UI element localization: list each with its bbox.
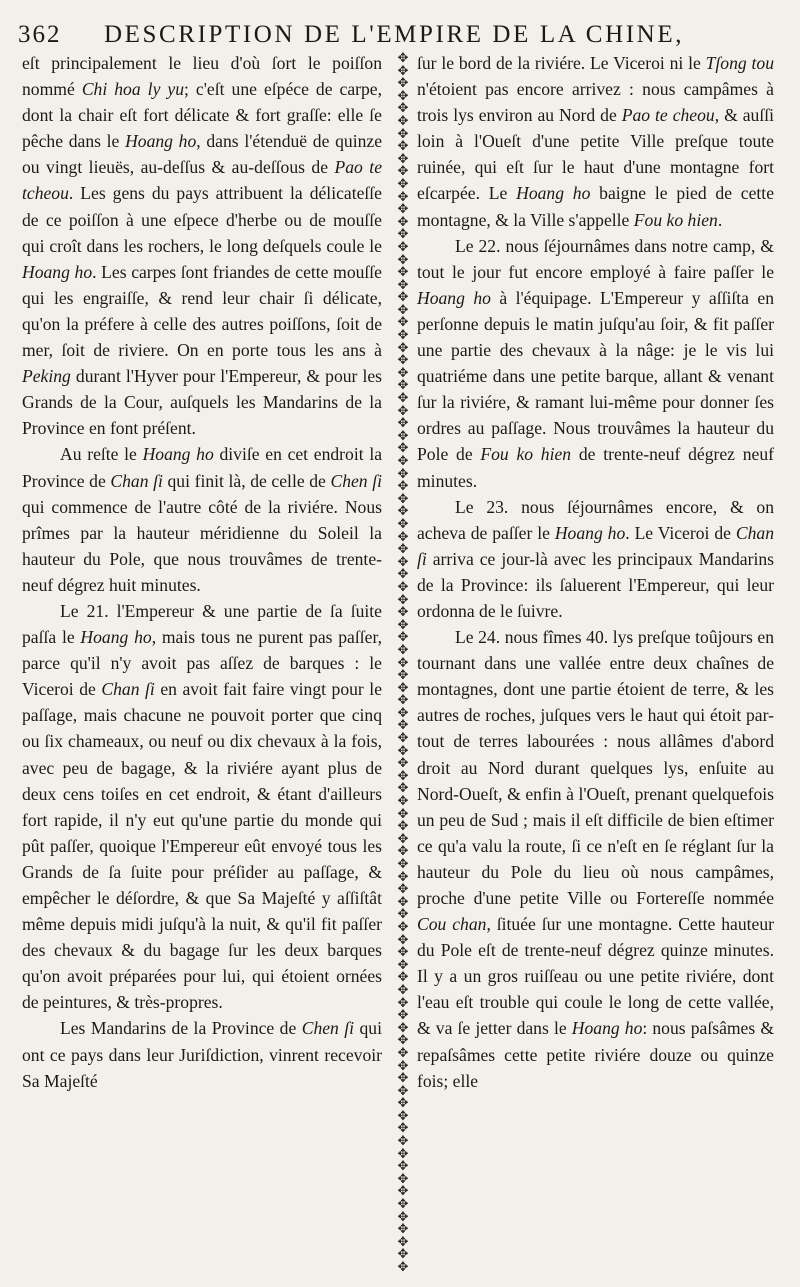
right-text-column — [417, 50, 774, 1094]
right-column-paragraph: Le 22. nous ſéjournâmes dans notre camp, & tout le jour fut encore employé à faire paſſer le Hoang ho à l'équipage. L'Empereur y aſſiſta en perſonne depuis le matin juſqu'au ſoir, & fit paſſer une partie des chevaux à la nâge: je le vis lui quatriéme dans une petite barque, allant & venant ſur la riviére, & ramant lui-même pour donner ſes ordres au paſſage. Nous trouvâmes la hauteur du Pole de Fou ko hien de trente-neuf dégrez neuf minutes. — [417, 235, 774, 491]
left-text-column — [22, 50, 382, 1094]
running-title: DESCRIPTION DE L'EMPIRE DE LA CHINE, — [104, 21, 685, 48]
left-column-paragraph: Les Mandarins de la Province de Chen ſi qui ont ce pays dans leur Juriſdiction, vinrent recevoir Sa Majeſté — [22, 1018, 382, 1091]
right-column-paragraph: Le 23. nous ſéjournâmes encore, & on acheva de paſſer le Hoang ho. Le Viceroi de Chan ſi arriva ce jour-là avec les principaux Mandarins de la Province: ils ſaluerent l'Empereur, qui leur ordonna de le ſuivre. — [417, 496, 774, 621]
left-column-paragraph: Le 21. l'Empereur & une partie de ſa ſuite paſſa le Hoang ho, mais tous ne purent pas paſſer, parce qu'il n'y avoit pas aſſez de barques : le Viceroi de Chan ſi en avoit fait faire vingt pour le paſſage, mais chacune ne pouvoit porter que cinq ou ſix chameaux, ou neuf ou dix chevaux à la fois, avec peu de bagage, & la riviére ayant plus de deux cens toiſes en cet endroit, & étant d'ailleurs fort rapide, il n'y eut qu'une partie du monde qui pût paſſer, quoique l'Empereur eût envoyé tous les Grands de ſa ſuite pour préſider au paſſage, & empêcher le déſordre, & que Sa Majeſté y aſſiſtât même depuis midi juſqu'à la nuit, & qu'il fit paſſer des chevaux & du bagage ſur les deux barques qu'on avoit préparées pour lui, qui étoient ornées de peintures, & très-propres. — [22, 600, 383, 1013]
right-column-paragraph: ſur le bord de la riviére. Le Viceroi ni le Tſong tou n'étoient pas encore arrivez : nous campâmes à trois lys environ au Nord de Pao te cheou, & auſſi loin à l'Oueſt d'une petite Ville preſque toute ruinée, qui eſt ſur le haut d'une montagne fort eſcarpée. Le Hoang ho baigne le pied de cette montagne, & la Ville s'appelle Fou ko hien. — [417, 53, 774, 230]
ornamental-column-divider: ✥ ✥ ✥ ✥ ✥ ✥ ✥ ✥ ✥ ✥ ✥ ✥ ✥ ✥ ✥ ✥ ✥ ✥ ✥ ✥ ✥ ✥ ✥ ✥ ✥ ✥ ✥ ✥ ✥ ✥ ✥ ✥ ✥ ✥ ✥ ✥ ✥ ✥ ✥ ✥ ✥ ✥ ✥ ✥ ✥ ✥ ✥ ✥ ✥ ✥ ✥ ✥ ✥ ✥ ✥ ✥ ✥ ✥ ✥ ✥ ✥ ✥ ✥ ✥ ✥ ✥ ✥ ✥ ✥ ✥ ✥ ✥ ✥ ✥ ✥ ✥ ✥ ✥ ✥ ✥ ✥ ✥ ✥ ✥ ✥ ✥ ✥ ✥ ✥ ✥ ✥ ✥ ✥ ✥ ✥ ✥ ✥ — [397, 52, 409, 1274]
page-number: 362 — [18, 21, 62, 48]
left-column-paragraph: Au reſte le Hoang ho diviſe en cet endroit la Province de Chan ſi qui finit là, de celle de Chen ſi qui commence de l'autre côté de la riviére. Nous prîmes par la hauteur méridienne du Soleil la hauteur du Pole, que nous trouvâmes de trente-neuf dégrez huit minutes. — [22, 444, 383, 595]
right-column-paragraph: Le 24. nous fîmes 40. lys preſque toûjours en tournant dans une vallée entre deux chaînes de montagnes, dont une partie étoient de terre, & les autres de roches, juſques vers le haut qui étoit par-tout de terres labourées : nous allâmes d'abord droit au Nord durant quelques lys, enſuite au Nord-Oueſt, & enfin à l'Oueſt, prenant quelquefois un peu de Sud ; mais il eſt difficile de bien eſtimer ce qu'a valu la route, ſi ce n'eſt en ſe réglant ſur la hauteur du Pole du lieu où nous campâmes, proche d'une petite Ville ou Fortereſſe nommée Cou chan, ſituée ſur une montagne. Cette hauteur du Pole eſt de trente-neuf dégrez quinze minutes. Il y a un gros ruiſſeau ou une petite riviére, dont l'eau eſt trouble qui coule le long de cette vallée, & va ſe jetter dans le Hoang ho: nous paſsâmes & repaſsâmes cette petite riviére douze ou quinze fois; elle — [417, 627, 775, 1091]
running-header — [18, 18, 788, 52]
left-column-paragraph: eſt principalement le lieu d'où ſort le poiſſon nommé Chi hoa ly yu; c'eſt une eſpéce de carpe, dont la chair eſt fort délicate & fort graſſe: elle ſe pêche dans le Hoang ho, dans l'étenduë de quinze ou vingt lieuës, au-deſſus & au-deſſous de Pao te tcheou. Les gens du pays attribuent la délicateſſe de ce poiſſon à une eſpece d'herbe ou de mouſſe qui croît dans les rochers, le long deſquels coule le Hoang ho. Les carpes ſont friandes de cette mouſſe qui les engraiſſe, & rend leur chair ſi délicate, qu'on la préfere à celle des autres poiſſons, ſoit de mer, ſoit de riviere. On en porte tous les ans à Peking durant l'Hyver pour l'Empereur, & pour les Grands de la Cour, auſquels les Mandarins de la Province en font préſent. — [22, 53, 383, 439]
